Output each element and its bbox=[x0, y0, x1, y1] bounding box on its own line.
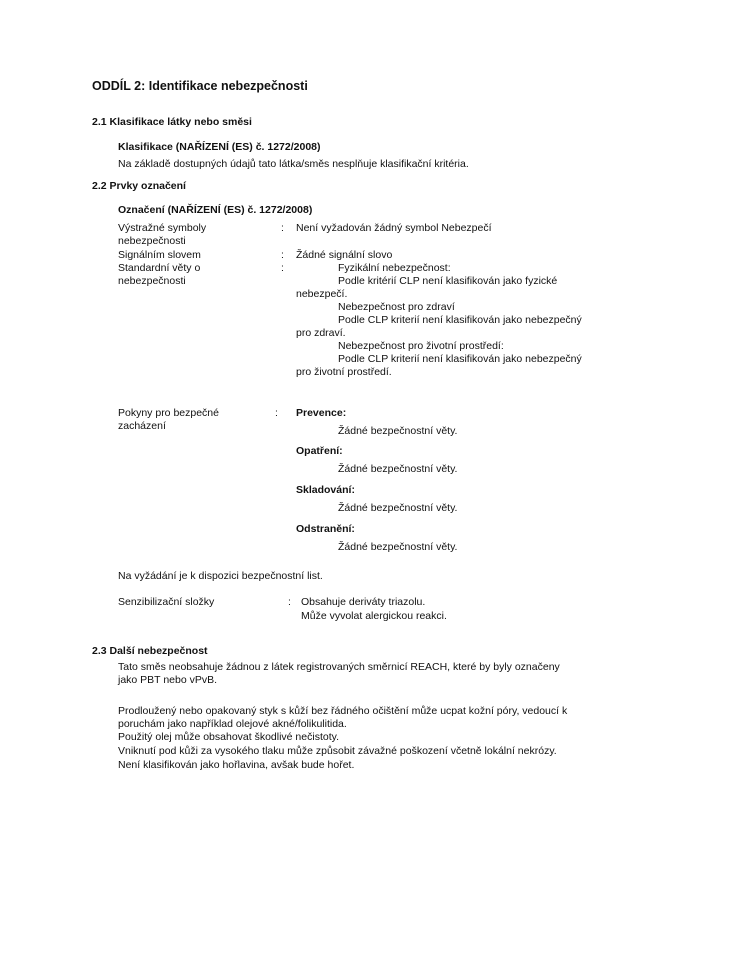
colon: : bbox=[288, 596, 291, 608]
classification-text: Na základě dostupných údajů tato látka/směs nesplňuje klasifikační kritéria. bbox=[118, 158, 469, 170]
precaution-text: Žádné bezpečnostní věty. bbox=[338, 463, 458, 475]
colon: : bbox=[275, 407, 278, 419]
hazard-line: Podle CLP kriterií není klasifikován jako nebezpečný bbox=[338, 353, 582, 365]
pictogram-label-line1: Výstražné symboly bbox=[118, 222, 207, 234]
precaution-label-line1: Pokyny pro bezpečné bbox=[118, 407, 219, 419]
hazard-line: Nebezpečnost pro životní prostředí: bbox=[338, 340, 504, 352]
hazard-label-line1: Standardní věty o bbox=[118, 262, 201, 274]
other-hazard-line: Vniknutí pod kůži za vysokého tlaku může způsobit závažné poškození včetně lokální nekrózy. bbox=[118, 745, 557, 757]
sens-label: Senzibilizační složky bbox=[118, 596, 215, 608]
colon: : bbox=[281, 262, 284, 274]
precaution-title: Odstranění: bbox=[296, 523, 355, 535]
hazard-line: Podle CLP kriterií není klasifikován jako nebezpečný bbox=[338, 314, 582, 326]
heading-2-1: 2.1 Klasifikace látky nebo směsi bbox=[92, 116, 252, 128]
precaution-text: Žádné bezpečnostní věty. bbox=[338, 502, 458, 514]
other-hazard-line: Tato směs neobsahuje žádnou z látek registrovaných směrnicí REACH, které by byly označeny bbox=[118, 661, 560, 673]
precaution-text: Žádné bezpečnostní věty. bbox=[338, 425, 458, 437]
other-hazard-line: jako PBT nebo vPvB. bbox=[118, 674, 218, 686]
signal-value: Žádné signální slovo bbox=[296, 249, 393, 261]
other-hazard-line: Použitý olej může obsahovat škodlivé nečistoty. bbox=[118, 731, 340, 743]
pictogram-value: Není vyžadován žádný symbol Nebezpečí bbox=[296, 222, 492, 234]
hazard-line: nebezpečí. bbox=[296, 288, 348, 300]
hazard-line: pro zdraví. bbox=[296, 327, 346, 339]
precaution-title: Prevence: bbox=[296, 407, 347, 419]
heading-2-2: 2.2 Prvky označení bbox=[92, 180, 186, 192]
sens-line: Obsahuje deriváty triazolu. bbox=[301, 596, 426, 608]
precaution-title: Opatření: bbox=[296, 445, 343, 457]
heading-2-3: 2.3 Další nebezpečnost bbox=[92, 645, 208, 657]
other-hazard-line: Prodloužený nebo opakovaný styk s kůží bez řádného očištění může ucpat kožní póry, vedoucí k bbox=[118, 705, 568, 717]
hazard-label-line2: nebezpečnosti bbox=[118, 275, 186, 287]
pictogram-label-line2: nebezpečnosti bbox=[118, 235, 186, 247]
hazard-line: Podle kritérií CLP není klasifikován jako fyzické bbox=[338, 275, 558, 287]
other-hazard-line: Není klasifikován jako hořlavina, avšak bude hořet. bbox=[118, 759, 355, 771]
signal-label: Signálním slovem bbox=[118, 249, 201, 261]
precaution-title: Skladování: bbox=[296, 484, 355, 496]
precaution-text: Žádné bezpečnostní věty. bbox=[338, 541, 458, 553]
colon: : bbox=[281, 249, 284, 261]
sens-line: Může vyvolat alergickou reakci. bbox=[301, 610, 447, 622]
section-title: ODDÍL 2: Identifikace nebezpečnosti bbox=[92, 79, 308, 93]
labelling-subheading: Označení (NAŘÍZENÍ (ES) č. 1272/2008) bbox=[118, 204, 313, 216]
precaution-label-line2: zacházení bbox=[118, 420, 166, 432]
classification-subheading: Klasifikace (NAŘÍZENÍ (ES) č. 1272/2008) bbox=[118, 141, 321, 153]
colon: : bbox=[281, 222, 284, 234]
hazard-line: Nebezpečnost pro zdraví bbox=[338, 301, 455, 313]
hazard-line: pro životní prostředí. bbox=[296, 366, 392, 378]
hazard-line: Fyzikální nebezpečnost: bbox=[338, 262, 451, 274]
other-hazard-line: poruchám jako například olejové akné/folikulitida. bbox=[118, 718, 347, 730]
sds-note: Na vyžádání je k dispozici bezpečnostní list. bbox=[118, 570, 323, 582]
